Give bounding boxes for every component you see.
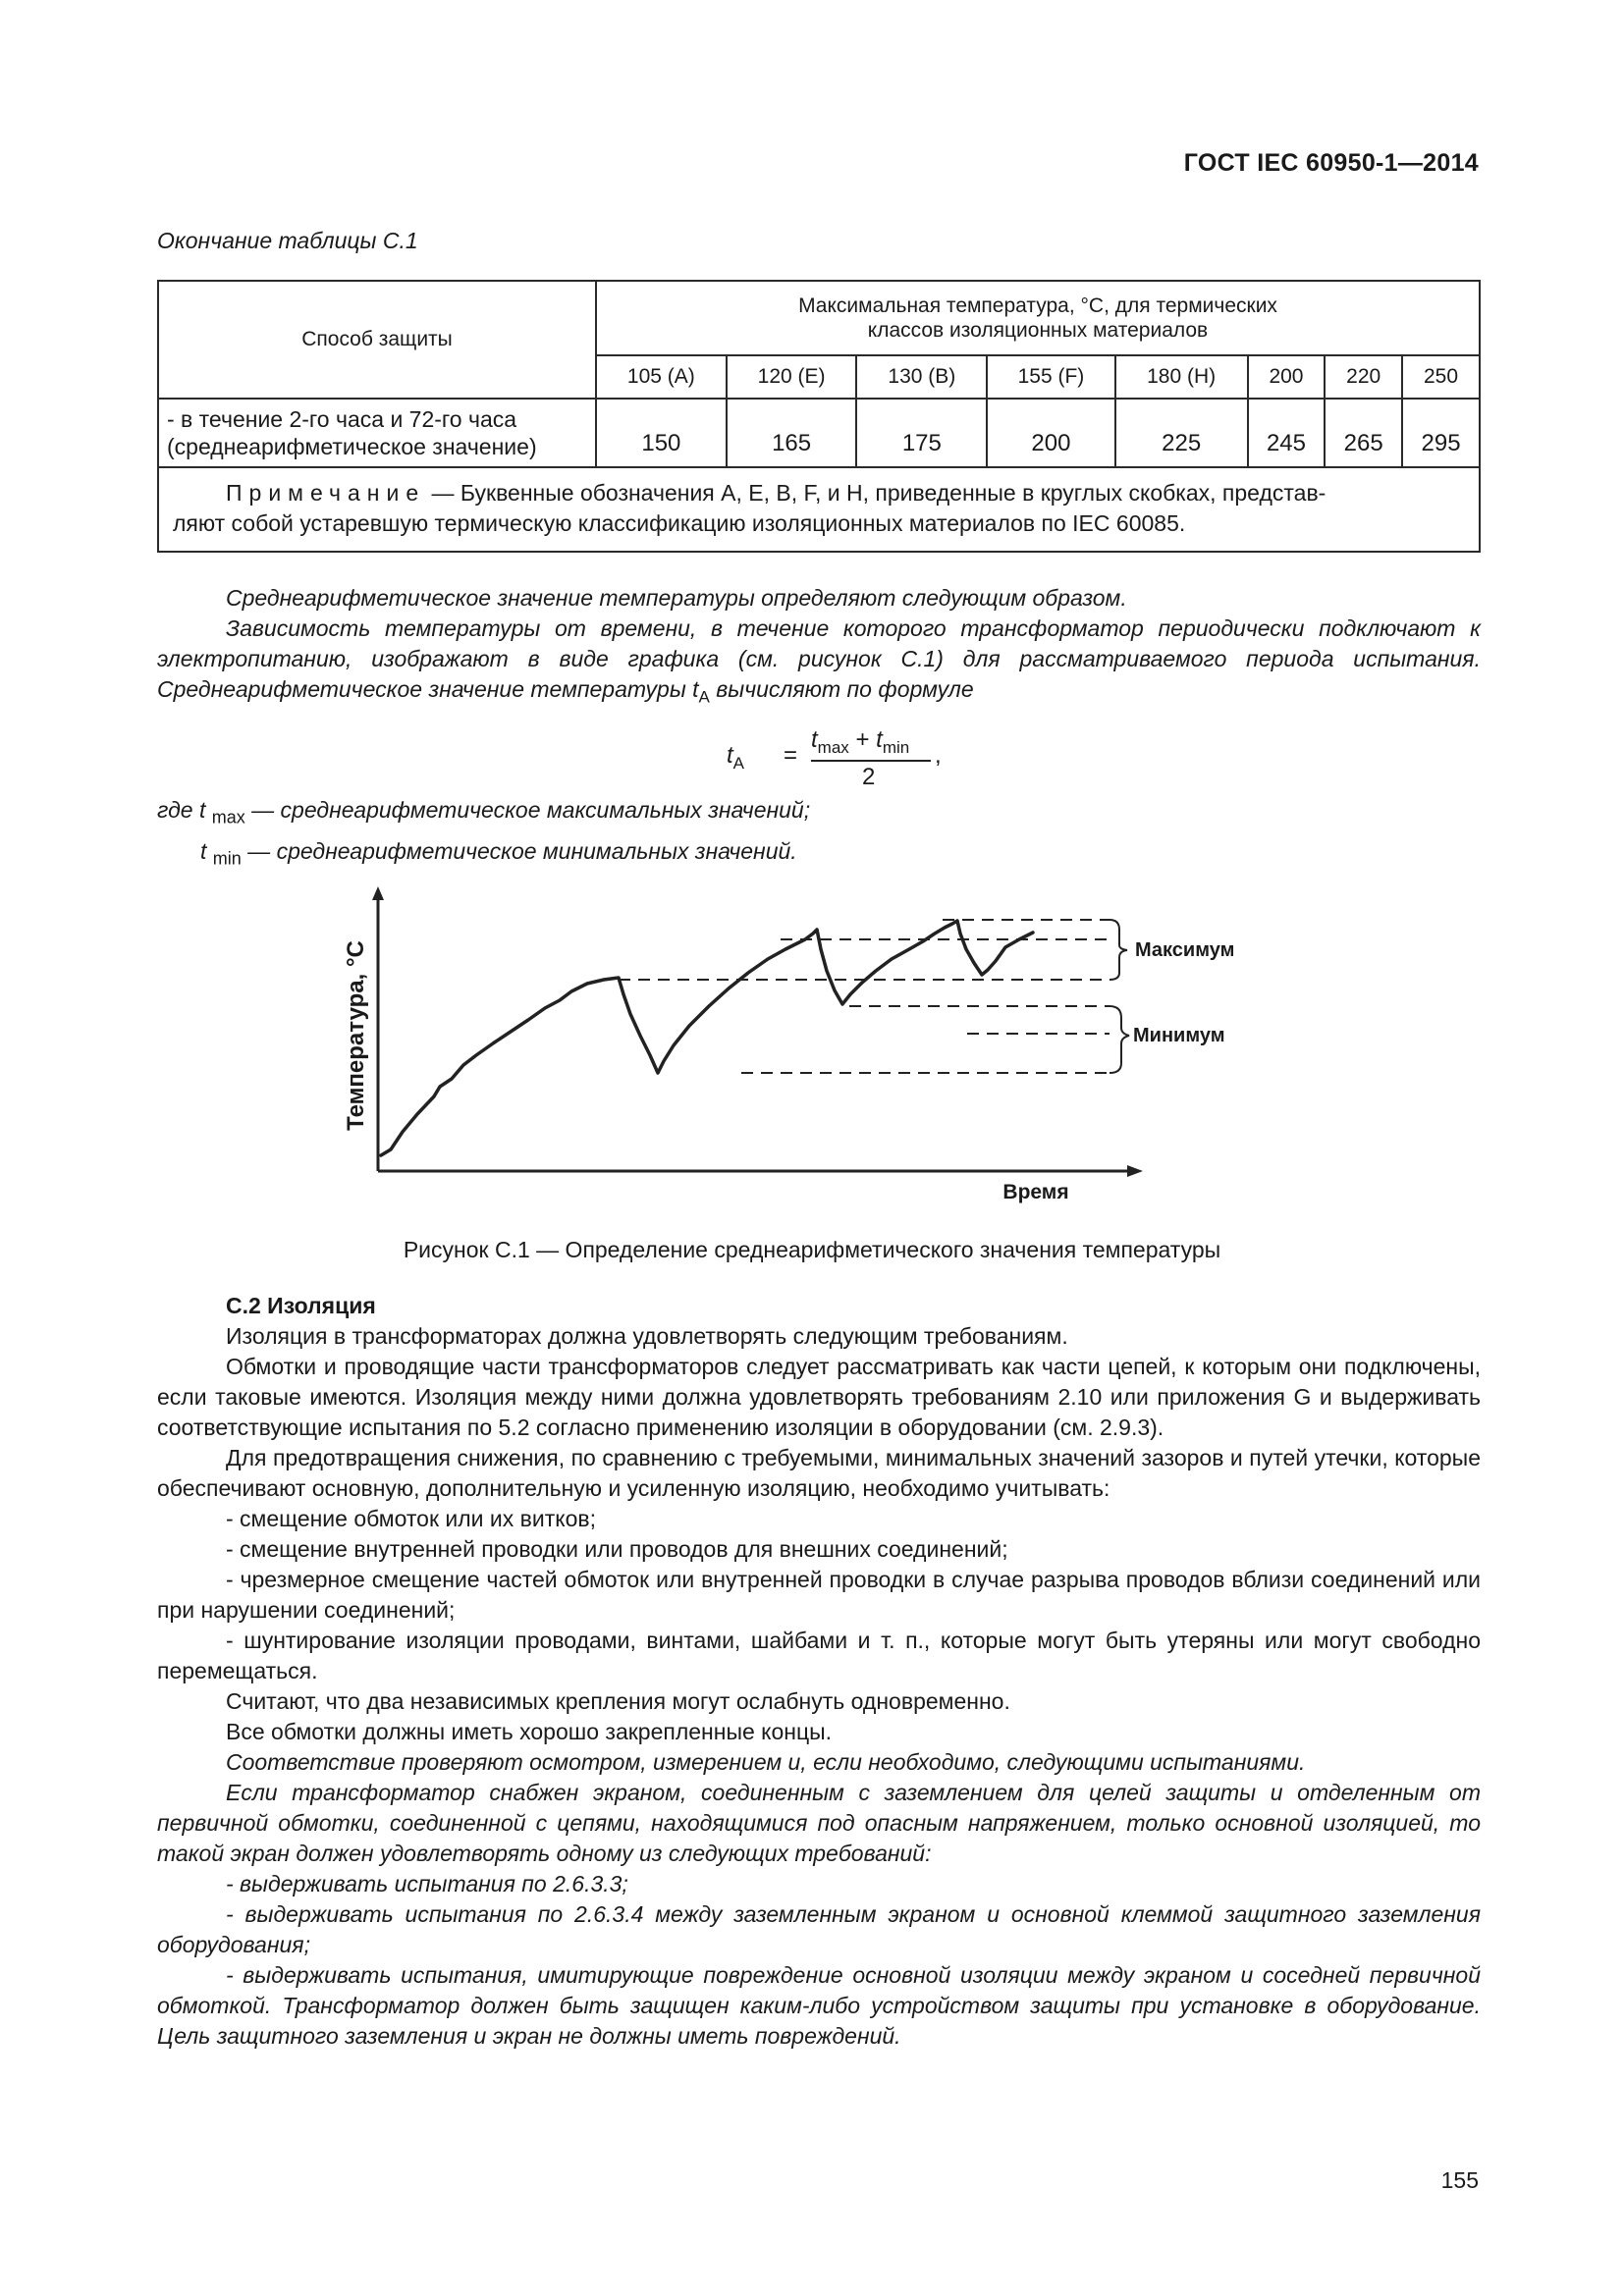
ghost-curve (381, 898, 962, 1153)
legend-text: — среднеарифметическое максимальных значений; (244, 797, 811, 823)
formula-numerator (811, 726, 909, 758)
class-cell: 105 (A) (596, 355, 727, 399)
formula-plus: + (848, 726, 877, 753)
paragraph: Среднеарифметическое значение температуры определяют следующим образом. (226, 585, 1127, 611)
table-cell: 225 (1115, 399, 1248, 467)
axes (372, 886, 1143, 1177)
figure-caption: Рисунок С.1 — Определение среднеарифметического значения температуры (403, 1237, 1221, 1262)
paragraph: Для предотвращения снижения, по сравнению с требуемыми, минимальных значений зазоров и путей утечки, которые обеспечивают основную, дополнительную и усиленную изоляцию, необходимо учитывать: (157, 1445, 1481, 1501)
formula-comma: , (935, 742, 942, 769)
legend-text: — среднеарифметическое минимальных значений. (241, 837, 797, 864)
legend-t: t (198, 797, 212, 823)
class-cell: 180 (H) (1115, 355, 1248, 399)
fraction-bar (811, 760, 931, 762)
var-t: t (692, 676, 699, 702)
list-item: - шунтирование изоляции проводами, винтами, шайбами и т. п., которые могут быть утеряны или могут свободно перемещаться. (157, 1628, 1481, 1683)
formula-denominator: 2 (862, 764, 876, 790)
table-cell: 245 (1248, 399, 1326, 467)
list-item: - смещение внутренней проводки или проводов для внешних соединений; (226, 1536, 1008, 1562)
page-number: 155 (1440, 2167, 1479, 2193)
standard-code: ГОСТ IEC 60950-1—2014 (1183, 149, 1479, 177)
legend-line (157, 834, 810, 876)
note-first-line (173, 478, 1465, 508)
list-item: - выдерживать испытания, имитирующие повреждение основной изоляции между экраном и соседней первичной обмоткой. Трансформатор должен быть защищен каким-либо устройством защиты при установке в оборудование. Цель защитного заземления и экран не должны иметь повреждений. (157, 1962, 1481, 2049)
table-cell: 265 (1325, 399, 1402, 467)
class-cell: 250 (1402, 355, 1480, 399)
legend-sub: min (212, 848, 242, 869)
table-cell: 295 (1402, 399, 1480, 467)
row-label-line: - в течение 2-го часа и 72-го часа (167, 406, 517, 432)
table-cell: 200 (987, 399, 1115, 467)
row-label (158, 399, 596, 467)
paragraph: Соответствие проверяют осмотром, измерением и, если необходимо, следующими испытаниями. (226, 1749, 1306, 1775)
label-maximum: Максимум (1135, 939, 1235, 961)
table-cell: 165 (727, 399, 857, 467)
max-brace (1110, 920, 1127, 980)
table-note (158, 467, 1480, 552)
table-caption: Окончание таблицы С.1 (157, 228, 418, 253)
list-item: - чрезмерное смещение частей обмоток или внутренней проводки в случае разрыва проводов вблизи соединений или при нарушении соединений; (157, 1567, 1481, 1623)
class-cell: 130 (B) (856, 355, 987, 399)
formula-sub: A (732, 753, 745, 773)
formula (727, 726, 1021, 795)
paragraph: Если трансформатор снабжен экраном, соединенным с заземлением для целей защиты и отделенным от первичной обмотки, соединенной с цепями, находящимися под опасным напряжением, только основной изоляцией, то такой экран должен удовлетворять одному из следующих требований: (157, 1780, 1481, 1866)
note-label: Примечание (226, 480, 426, 506)
class-cell: 220 (1325, 355, 1402, 399)
legend-lead: где (157, 797, 199, 823)
legend-sub: max (211, 807, 245, 828)
header-max-temperature (596, 281, 1480, 355)
section-insulation (157, 1291, 1481, 2052)
formula-t: t (876, 726, 883, 753)
table-row (158, 399, 1480, 467)
list-item: - смещение обмоток или их витков; (226, 1506, 596, 1531)
label-minimum: Минимум (1133, 1025, 1225, 1046)
header-protection-method: Способ защиты (158, 281, 596, 399)
temperature-figure (324, 879, 1235, 1212)
table-cell: 175 (856, 399, 987, 467)
temperature-curve (381, 921, 1033, 1155)
class-cell: 155 (F) (987, 355, 1115, 399)
reference-lines (324, 879, 1110, 1073)
class-cell: 120 (E) (727, 355, 857, 399)
class-cell: 200 (1248, 355, 1326, 399)
formula-equals: = (784, 742, 798, 769)
list-item: - выдерживать испытания по 2.6.3.3; (226, 1871, 628, 1896)
paragraph-text: Зависимость температуры от времени, в течение которого трансформатор периодически подключают к электропитанию, изображают в виде графика (см. рисунок С.1) для рассматриваемого периода испытания. Среднеарифметическое значение температуры (157, 615, 1481, 702)
table-cell: 150 (596, 399, 727, 467)
list-item: - выдерживать испытания по 2.6.3.4 между заземленным экраном и основной клеммой защитного заземления оборудования; (157, 1901, 1481, 1957)
formula-t: t (727, 742, 733, 769)
min-brace (1110, 1006, 1129, 1073)
paragraph: Обмотки и проводящие части трансформаторов следует рассматривать как части цепей, к которым они подключены, если таковые имеются. Изоляция между ними должна удовлетворять требованиям 2.10 или приложения G и выдерживать соответствующие испытания по 5.2 согласно применению изоляции в оборудовании (см. 2.9.3). (157, 1354, 1481, 1440)
note-text: ляют собой устаревшую термическую классификацию изоляционных материалов по IEC 60085. (173, 510, 1186, 536)
formula-sub: min (882, 737, 910, 757)
mean-paragraphs (157, 583, 1481, 713)
paragraph: Все обмотки должны иметь хорошо закрепленные концы. (226, 1719, 833, 1744)
var-sub: A (698, 687, 710, 707)
max-temp-text: Максимальная температура, °C, для термических классов изоляционных материалов (798, 294, 1277, 342)
legend-t: t (200, 837, 213, 864)
note-text: — Буквенные обозначения A, E, B, F, и H, приведенные в круглых скобках, представ- (425, 480, 1326, 506)
x-axis-label: Время (1002, 1181, 1069, 1203)
section-title: С.2 Изоляция (226, 1293, 376, 1318)
y-axis-label: Температура, °C (343, 940, 369, 1131)
formula-legend (157, 793, 810, 875)
paragraph: Считают, что два независимых крепления могут ослабнуть одновременно. (226, 1688, 1010, 1714)
formula-lhs (727, 742, 744, 774)
y-axis-arrow (372, 886, 384, 900)
legend-line (157, 793, 810, 834)
paragraph: Изоляция в трансформаторах должна удовлетворять следующим требованиям. (226, 1323, 1068, 1349)
paragraph-text: вычисляют по формуле (709, 676, 974, 702)
formula-t: t (811, 726, 818, 753)
formula-sub: max (817, 737, 849, 757)
row-label-line: (среднеарифметическое значение) (167, 434, 537, 459)
paragraph (157, 614, 1481, 713)
x-axis-arrow (1127, 1165, 1143, 1177)
temperature-table (157, 280, 1481, 553)
